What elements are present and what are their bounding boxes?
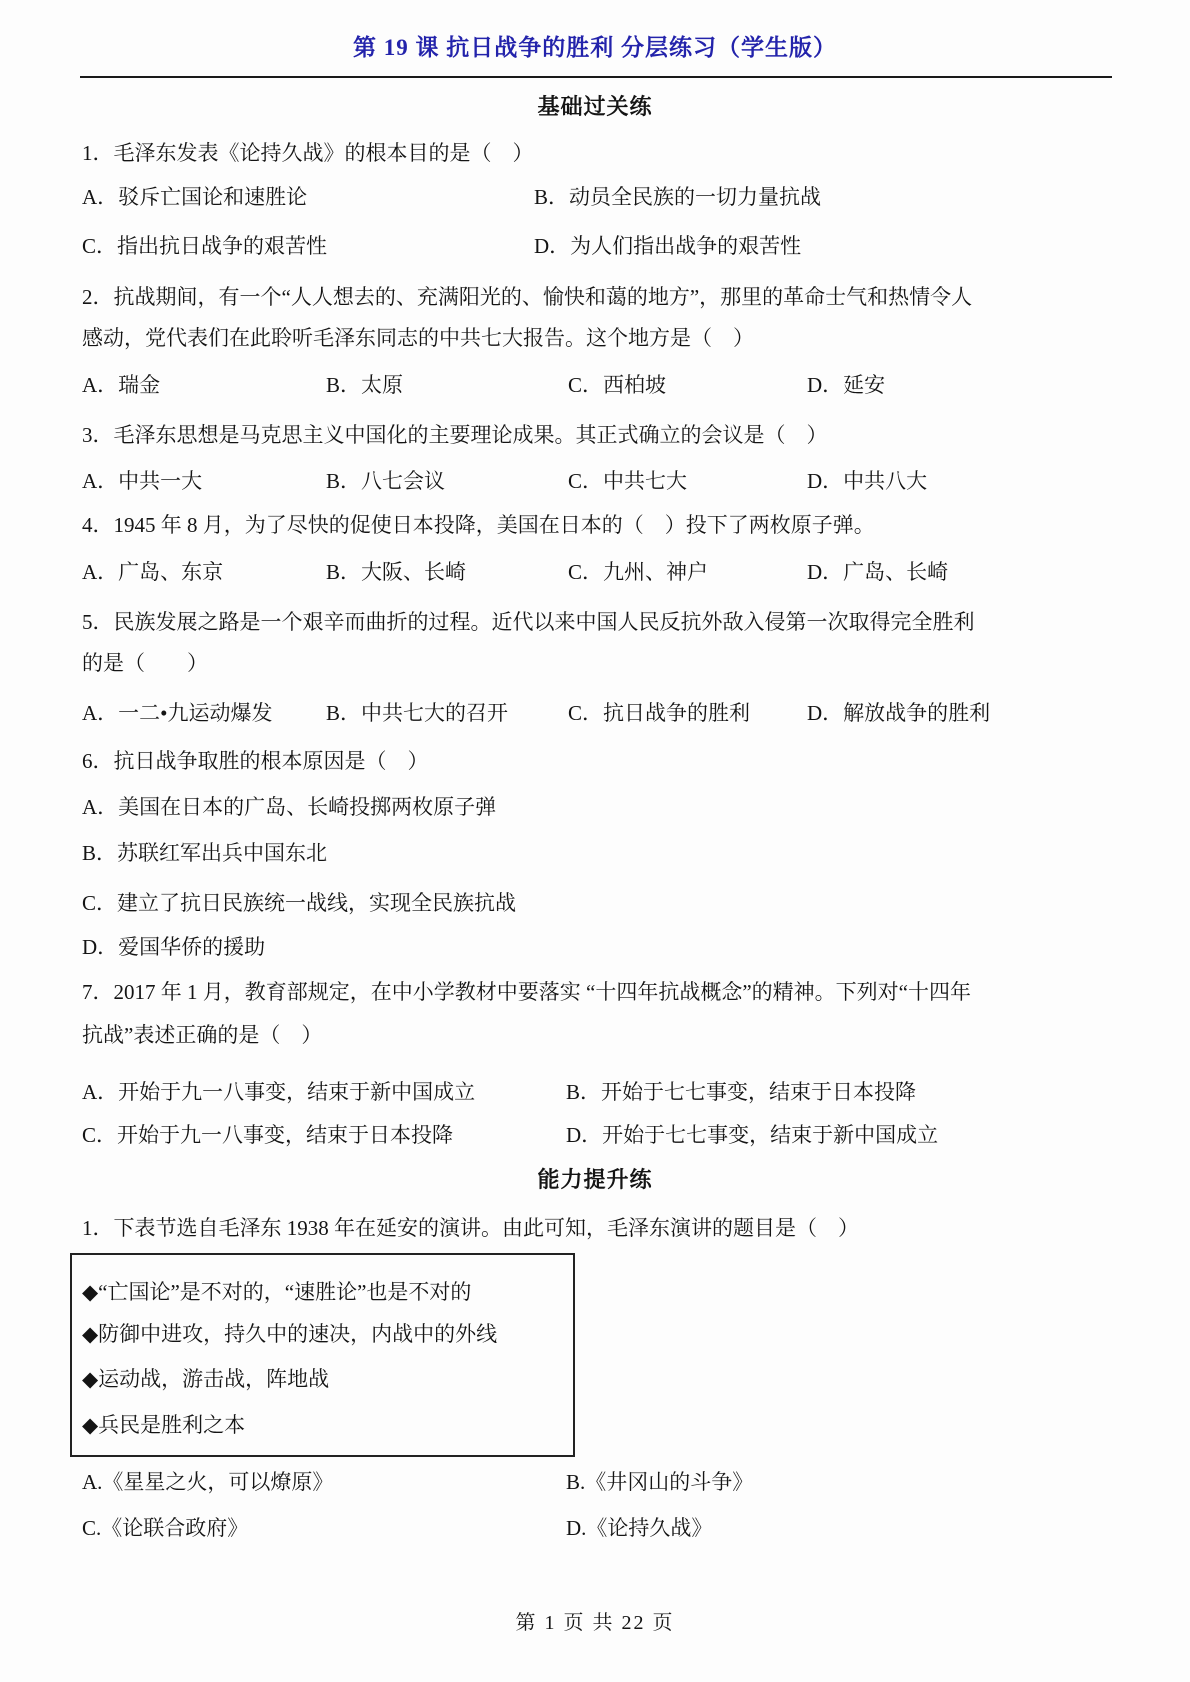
- excerpt-line-2: ◆防御中进攻，持久中的速决，内战中的外线: [82, 1322, 498, 1346]
- q2-stem-line2: 感动，党代表们在此聆听毛泽东同志的中共七大报告。这个地方是（ ）: [82, 326, 754, 350]
- section-heading-advanced: 能力提升练: [537, 1167, 653, 1192]
- q3-stem: 3．毛泽东思想是马克思主义中国化的主要理论成果。其正式确立的会议是（ ）: [82, 423, 828, 447]
- q2-option-a: A．瑞金: [82, 373, 161, 397]
- q7-stem-line1: 7．2017 年 1 月，教育部规定，在中小学教材中要落实 “十四年抗战概念”的精神。下列对“十四年: [82, 980, 971, 1004]
- adv-q1-option-b: B.《井冈山的斗争》: [566, 1470, 754, 1494]
- q6-option-a: A．美国在日本的广岛、长崎投掷两枚原子弹: [82, 795, 497, 819]
- q4-option-c: C．九州、神户: [568, 560, 709, 584]
- q5-stem-line1: 5．民族发展之路是一个艰辛而曲折的过程。近代以来中国人民反抗外敌入侵第一次取得完全胜利: [82, 610, 975, 634]
- q2-option-c: C．西柏坡: [568, 373, 667, 397]
- adv-q1-option-c: C.《论联合政府》: [82, 1516, 249, 1540]
- q6-option-c: C．建立了抗日民族统一战线，实现全民族抗战: [82, 891, 517, 915]
- q7-option-d: D．开始于七七事变，结束于新中国成立: [566, 1123, 939, 1147]
- adv-q1-option-a: A.《星星之火，可以燎原》: [82, 1470, 334, 1494]
- q3-option-c: C．中共七大: [568, 469, 688, 493]
- q3-option-b: B．八七会议: [326, 469, 446, 493]
- q6-option-b: B．苏联红军出兵中国东北: [82, 841, 328, 865]
- q1-option-b: B．动员全民族的一切力量抗战: [534, 185, 822, 209]
- q1-option-d: D．为人们指出战争的艰苦性: [534, 234, 802, 258]
- excerpt-line-4: ◆兵民是胜利之本: [82, 1413, 246, 1437]
- q1-stem: 1．毛泽东发表《论持久战》的根本目的是（ ）: [82, 141, 534, 165]
- q1-option-c: C．指出抗日战争的艰苦性: [82, 234, 328, 258]
- q5-option-d: D．解放战争的胜利: [807, 701, 991, 725]
- q7-stem-line2: 抗战”表述正确的是（ ）: [82, 1023, 323, 1047]
- adv-q1-stem: 1．下表节选自毛泽东 1938 年在延安的演讲。由此可知，毛泽东演讲的题目是（ ）: [82, 1216, 859, 1240]
- q3-option-d: D．中共八大: [807, 469, 928, 493]
- q5-option-b: B．中共七大的召开: [326, 701, 509, 725]
- adv-q1-option-d: D.《论持久战》: [566, 1516, 713, 1540]
- q7-option-c: C．开始于九一八事变，结束于日本投降: [82, 1123, 454, 1147]
- q7-option-b: B．开始于七七事变，结束于日本投降: [566, 1080, 917, 1104]
- q5-stem-line2: 的是（ ）: [82, 651, 208, 675]
- q7-option-a: A．开始于九一八事变，结束于新中国成立: [82, 1080, 476, 1104]
- q4-option-d: D．广岛、长崎: [807, 560, 949, 584]
- q4-stem: 4．1945 年 8 月，为了尽快的促使日本投降，美国在日本的（ ）投下了两枚原子弹。: [82, 513, 875, 537]
- q3-option-a: A．中共一大: [82, 469, 203, 493]
- page-footer: 第 1 页 共 22 页: [515, 1612, 675, 1634]
- q2-option-b: B．太原: [326, 373, 404, 397]
- title-divider: [80, 76, 1112, 78]
- page-title: 第 19 课 抗日战争的胜利 分层练习（学生版）: [353, 35, 837, 60]
- excerpt-box: [70, 1253, 575, 1457]
- q6-stem: 6．抗日战争取胜的根本原因是（ ）: [82, 749, 429, 773]
- q5-option-c: C．抗日战争的胜利: [568, 701, 751, 725]
- q4-option-b: B．大阪、长崎: [326, 560, 467, 584]
- q6-option-d: D．爱国华侨的援助: [82, 935, 266, 959]
- excerpt-line-1: ◆“亡国论”是不对的，“速胜论”也是不对的: [82, 1280, 472, 1304]
- q4-option-a: A．广岛、东京: [82, 560, 224, 584]
- section-heading-basics: 基础过关练: [537, 94, 653, 119]
- q2-option-d: D．延安: [807, 373, 886, 397]
- q5-option-a: A．一二•九运动爆发: [82, 701, 273, 725]
- excerpt-line-3: ◆运动战，游击战，阵地战: [82, 1367, 330, 1391]
- q1-option-a: A．驳斥亡国论和速胜论: [82, 185, 308, 209]
- q2-stem-line1: 2．抗战期间，有一个“人人想去的、充满阳光的、愉快和蔼的地方”，那里的革命士气和热情令人: [82, 285, 973, 309]
